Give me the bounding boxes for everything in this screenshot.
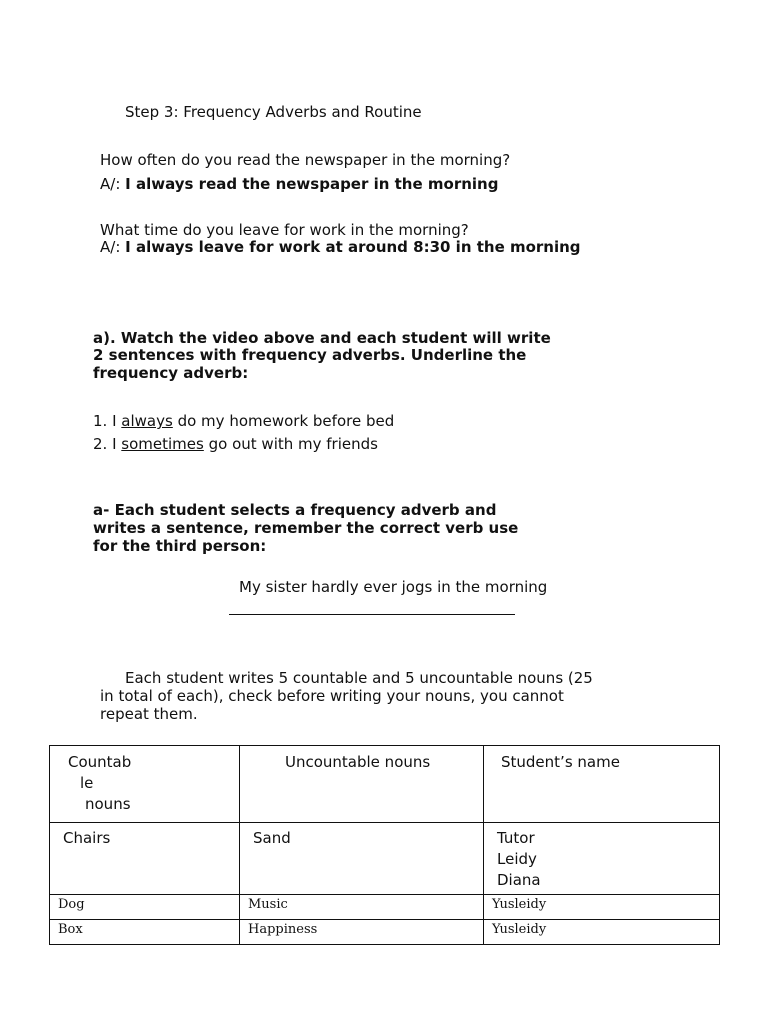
nouns-instructions-line-2: in total of each), check before writing your nouns, you cannot	[100, 687, 564, 705]
section-b-line-1: a- Each student selects a frequency adverb and	[93, 501, 497, 519]
cell-uncountable: Sand	[240, 823, 484, 895]
nouns-instructions-line-1: Each student writes 5 countable and 5 uncountable nouns (25	[125, 669, 593, 687]
cell-student: Yusleidy	[484, 920, 720, 945]
table-row	[50, 823, 720, 895]
sentence-prefix: 2. I	[93, 435, 117, 453]
answer-text: I always read the newspaper in the morning	[125, 175, 499, 193]
cell-countable: Dog	[50, 895, 240, 920]
step-title: Step 3: Frequency Adverbs and Routine	[125, 103, 422, 121]
section-a-line-1: a). Watch the video above and each student will write	[93, 329, 551, 347]
table-header-row	[50, 746, 720, 823]
cell-student	[484, 823, 720, 895]
section-a-line-2: 2 sentences with frequency adverbs. Underline the	[93, 346, 527, 364]
table-row	[50, 895, 720, 920]
sentence-rest: go out with my friends	[208, 435, 378, 453]
section-b-line-3: for the third person:	[93, 537, 267, 555]
header-countable-line: Countab	[68, 753, 132, 771]
header-uncountable: Uncountable nouns	[240, 746, 484, 823]
answer-1	[100, 175, 498, 193]
nouns-table	[49, 745, 720, 945]
header-countable-line: le	[80, 774, 94, 792]
cell-uncountable: Happiness	[240, 920, 484, 945]
answer-text: I always leave for work at around 8:30 in the morning	[125, 238, 581, 256]
table-row	[50, 920, 720, 945]
student-name: Leidy	[497, 850, 537, 868]
sentence-1	[93, 412, 394, 430]
nouns-instructions-line-3: repeat them.	[100, 705, 198, 723]
header-countable	[50, 746, 240, 823]
section-b-answer: My sister hardly ever jogs in the morning	[239, 578, 548, 596]
cell-student: Yusleidy	[484, 895, 720, 920]
question-2: What time do you leave for work in the morning?	[100, 221, 469, 239]
sentence-prefix: 1. I	[93, 412, 117, 430]
section-b-line-2: writes a sentence, remember the correct verb use	[93, 519, 519, 537]
answer-prefix: A/:	[100, 175, 121, 193]
cell-countable: Box	[50, 920, 240, 945]
sentence-rest: do my homework before bed	[177, 412, 395, 430]
answer-2	[100, 238, 581, 256]
section-a-line-3: frequency adverb:	[93, 364, 249, 382]
header-countable-line: nouns	[85, 795, 131, 813]
frequency-adverb: sometimes	[121, 435, 204, 453]
sentence-2	[93, 435, 378, 453]
answer-underline	[229, 614, 515, 615]
cell-uncountable: Music	[240, 895, 484, 920]
question-1: How often do you read the newspaper in the morning?	[100, 151, 511, 169]
student-name: Tutor	[497, 829, 535, 847]
student-name: Diana	[497, 871, 541, 889]
frequency-adverb: always	[121, 412, 173, 430]
cell-countable: Chairs	[50, 823, 240, 895]
header-student: Student’s name	[484, 746, 720, 823]
answer-prefix: A/:	[100, 238, 121, 256]
